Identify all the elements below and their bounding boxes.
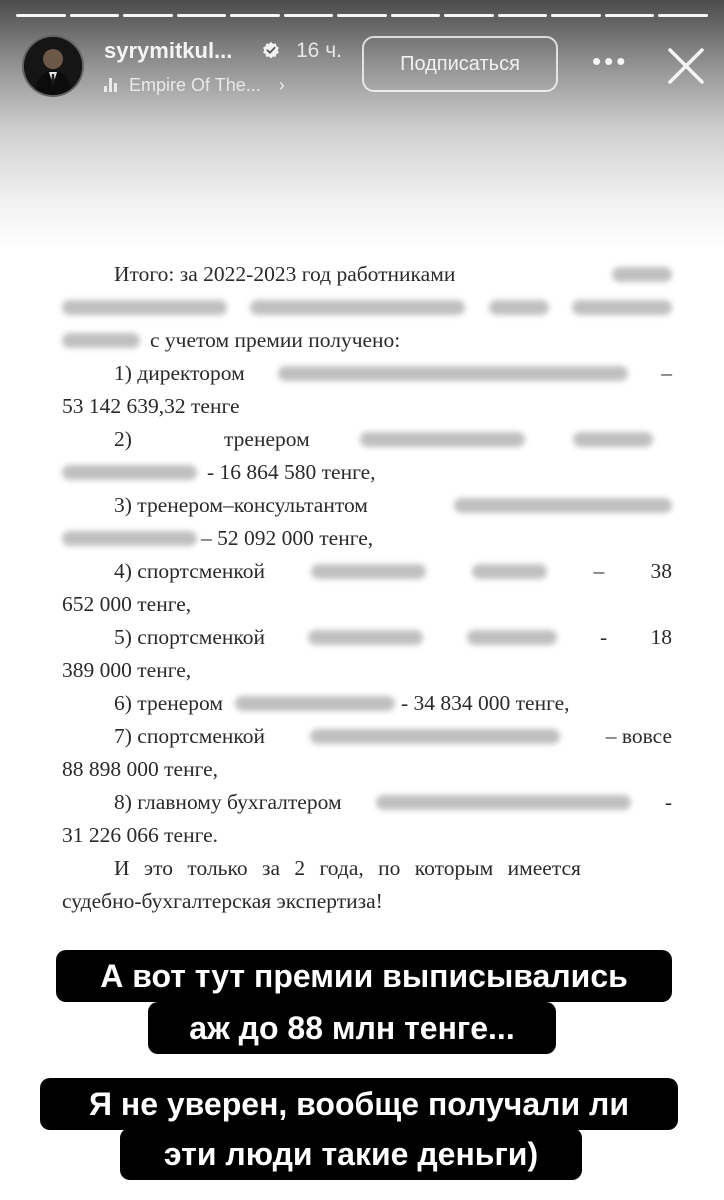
doc-line: 1) директором bbox=[114, 361, 245, 385]
doc-line: - bbox=[664, 790, 672, 814]
redacted-text bbox=[308, 630, 423, 645]
doc-line: - bbox=[600, 625, 608, 649]
progress-segment bbox=[444, 14, 494, 17]
doc-line: – bbox=[593, 559, 605, 583]
redacted-text bbox=[62, 300, 227, 315]
doc-line: 18 bbox=[650, 625, 672, 649]
progress-segment bbox=[551, 14, 601, 17]
redacted-text bbox=[310, 729, 560, 744]
progress-segment bbox=[70, 14, 120, 17]
doc-line: 7) спортсменкой bbox=[114, 724, 266, 748]
progress-segment bbox=[658, 14, 708, 17]
redacted-text bbox=[572, 300, 672, 315]
progress-segment bbox=[391, 14, 441, 17]
doc-line: 31 226 066 тенге. bbox=[62, 823, 219, 847]
progress-segment bbox=[177, 14, 227, 17]
doc-line: 88 898 000 тенге, bbox=[62, 757, 219, 781]
doc-line: 53 142 639,32 тенге bbox=[62, 394, 240, 418]
more-options-icon[interactable]: ••• bbox=[592, 46, 629, 76]
caption-line: аж до 88 млн тенге... bbox=[148, 1002, 556, 1054]
post-time: 16 ч. bbox=[296, 39, 342, 62]
doc-line: 2) bbox=[114, 427, 132, 451]
doc-line: 4) спортсменкой bbox=[114, 559, 266, 583]
doc-line: с учетом премии получено: bbox=[150, 328, 401, 352]
redacted-text bbox=[62, 531, 197, 546]
redacted-text bbox=[62, 333, 140, 348]
music-title: Empire Of The... bbox=[129, 74, 261, 95]
story-progress bbox=[16, 14, 708, 18]
music-bars-icon bbox=[104, 78, 117, 92]
caption-line: А вот тут премии выписывались bbox=[56, 950, 672, 1002]
doc-line: 6) тренером bbox=[114, 691, 223, 715]
redacted-text bbox=[62, 465, 197, 480]
redacted-text bbox=[278, 366, 628, 381]
caption-line: эти люди такие деньги) bbox=[120, 1128, 582, 1180]
document-excerpt bbox=[62, 258, 672, 918]
redacted-text bbox=[612, 267, 672, 282]
redacted-text bbox=[467, 630, 557, 645]
doc-line: 389 000 тенге, bbox=[62, 658, 192, 682]
subscribe-button[interactable]: Подписаться bbox=[362, 36, 558, 92]
progress-segment bbox=[605, 14, 655, 17]
redacted-text bbox=[235, 696, 395, 711]
doc-line: судебно-бухгалтерская экспертиза! bbox=[62, 889, 383, 913]
doc-line: – вовсе bbox=[605, 724, 672, 748]
verified-badge-icon bbox=[262, 41, 280, 59]
avatar[interactable] bbox=[22, 35, 84, 97]
doc-line: 5) спортсменкой bbox=[114, 625, 266, 649]
redacted-text bbox=[250, 300, 465, 315]
close-icon[interactable] bbox=[664, 44, 708, 88]
doc-line: - 16 864 580 тенге, bbox=[207, 460, 376, 484]
redacted-text bbox=[573, 432, 653, 447]
doc-line: И это только за 2 года, по которым имеется bbox=[114, 856, 581, 880]
doc-line: – bbox=[661, 361, 672, 385]
doc-line: 3) тренером–консультантом bbox=[114, 493, 368, 517]
redacted-text bbox=[311, 564, 426, 579]
doc-line: 652 000 тенге, bbox=[62, 592, 192, 616]
doc-line: Итого: за 2022-2023 год работниками bbox=[114, 262, 456, 286]
redacted-text bbox=[472, 564, 547, 579]
doc-line: 8) главному бухгалтером bbox=[114, 790, 342, 814]
chevron-right-icon: › bbox=[278, 74, 285, 95]
avatar-image bbox=[24, 37, 82, 95]
doc-line: – 52 092 000 тенге, bbox=[201, 526, 374, 550]
redacted-text bbox=[489, 300, 549, 315]
doc-line: - 34 834 000 тенге, bbox=[400, 691, 570, 715]
redacted-text bbox=[360, 432, 525, 447]
progress-segment bbox=[498, 14, 548, 17]
username[interactable]: syrymitkul... bbox=[104, 38, 233, 63]
music-track[interactable] bbox=[104, 74, 285, 96]
caption-line: Я не уверен, вообще получали ли bbox=[40, 1078, 678, 1130]
doc-line: тренером bbox=[224, 427, 310, 451]
redacted-text bbox=[376, 795, 631, 810]
progress-segment bbox=[284, 14, 334, 17]
progress-segment bbox=[337, 14, 387, 17]
redacted-text bbox=[454, 498, 672, 513]
doc-line: 38 bbox=[650, 559, 672, 583]
progress-segment bbox=[16, 14, 66, 17]
progress-segment bbox=[230, 14, 280, 17]
progress-segment bbox=[123, 14, 173, 17]
